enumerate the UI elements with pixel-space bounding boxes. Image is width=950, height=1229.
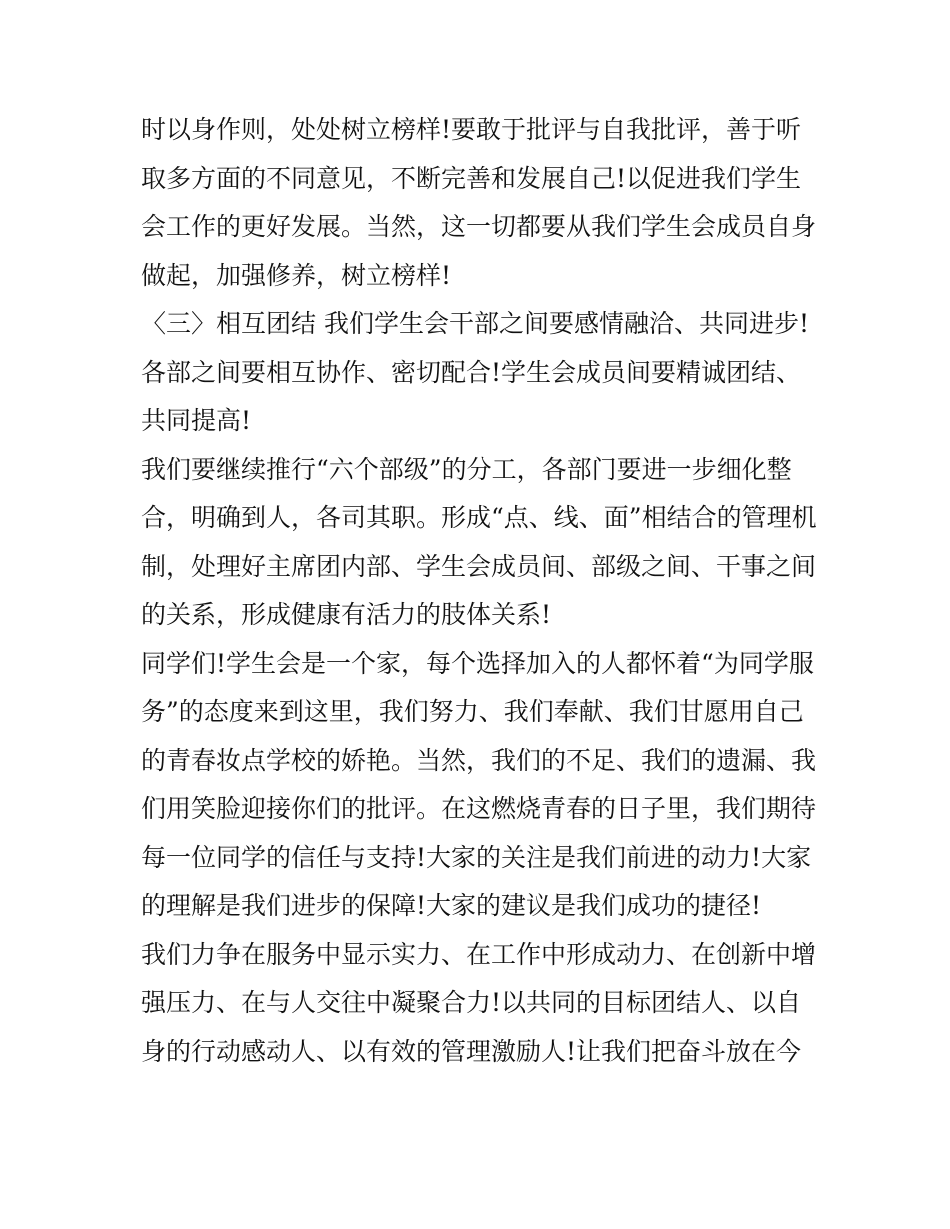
text-line: 同学们!学生会是一个家，每个选择加入的人都怀着“为同学服 <box>141 648 814 678</box>
text-line: 做起，加强修养，树立榜样! <box>141 260 452 290</box>
text-line: 的青春妆点学校的娇艳。当然，我们的不足、我们的遗漏、我 <box>141 745 817 775</box>
text-line: 取多方面的不同意见，不断完善和发展自己!以促进我们学生 <box>141 163 802 193</box>
text-line: 我们力争在服务中显示实力、在工作中形成动力、在创新中增 <box>141 939 817 969</box>
section-heading-line: 〈三〉相互团结 我们学生会干部之间要感情融洽、共同进步! <box>141 309 809 338</box>
text-line: 的关系，形成健康有活力的肢体关系! <box>141 600 552 629</box>
text-line: 们用笑脸迎接你们的批评。在这燃烧青春的日子里，我们期待 <box>141 794 817 823</box>
body-text <box>141 106 821 1076</box>
text-line: 时以身作则，处处树立榜样!要敢于批评与自我批评，善于听 <box>141 115 802 144</box>
text-line: 合，明确到人，各司其职。形成“点、线、面”相结合的管理机 <box>141 503 817 532</box>
text-line: 我们要继续推行“六个部级”的分工，各部门要进一步细化整 <box>141 454 792 484</box>
text-line: 每一位同学的信任与支持!大家的关注是我们前进的动力!大家 <box>141 842 812 872</box>
text-line: 的理解是我们进步的保障!大家的建议是我们成功的捷径! <box>141 891 762 920</box>
text-line: 强压力、在与人交往中凝聚合力!以共同的目标团结人、以自 <box>141 988 802 1017</box>
text-line: 各部之间要相互协作、密切配合!学生会成员间要精诚团结、 <box>141 357 802 387</box>
text-line: 务”的态度来到这里，我们努力、我们奉献、我们甘愿用自己 <box>141 697 804 726</box>
text-line: 身的行动感动人、以有效的管理激励人!让我们把奋斗放在今 <box>141 1036 802 1066</box>
text-line: 会工作的更好发展。当然，这一切都要从我们学生会成员自身 <box>141 212 817 241</box>
text-line: 制，处理好主席团内部、学生会成员间、部级之间、干事之间 <box>141 551 817 581</box>
text-line: 共同提高! <box>141 406 252 435</box>
